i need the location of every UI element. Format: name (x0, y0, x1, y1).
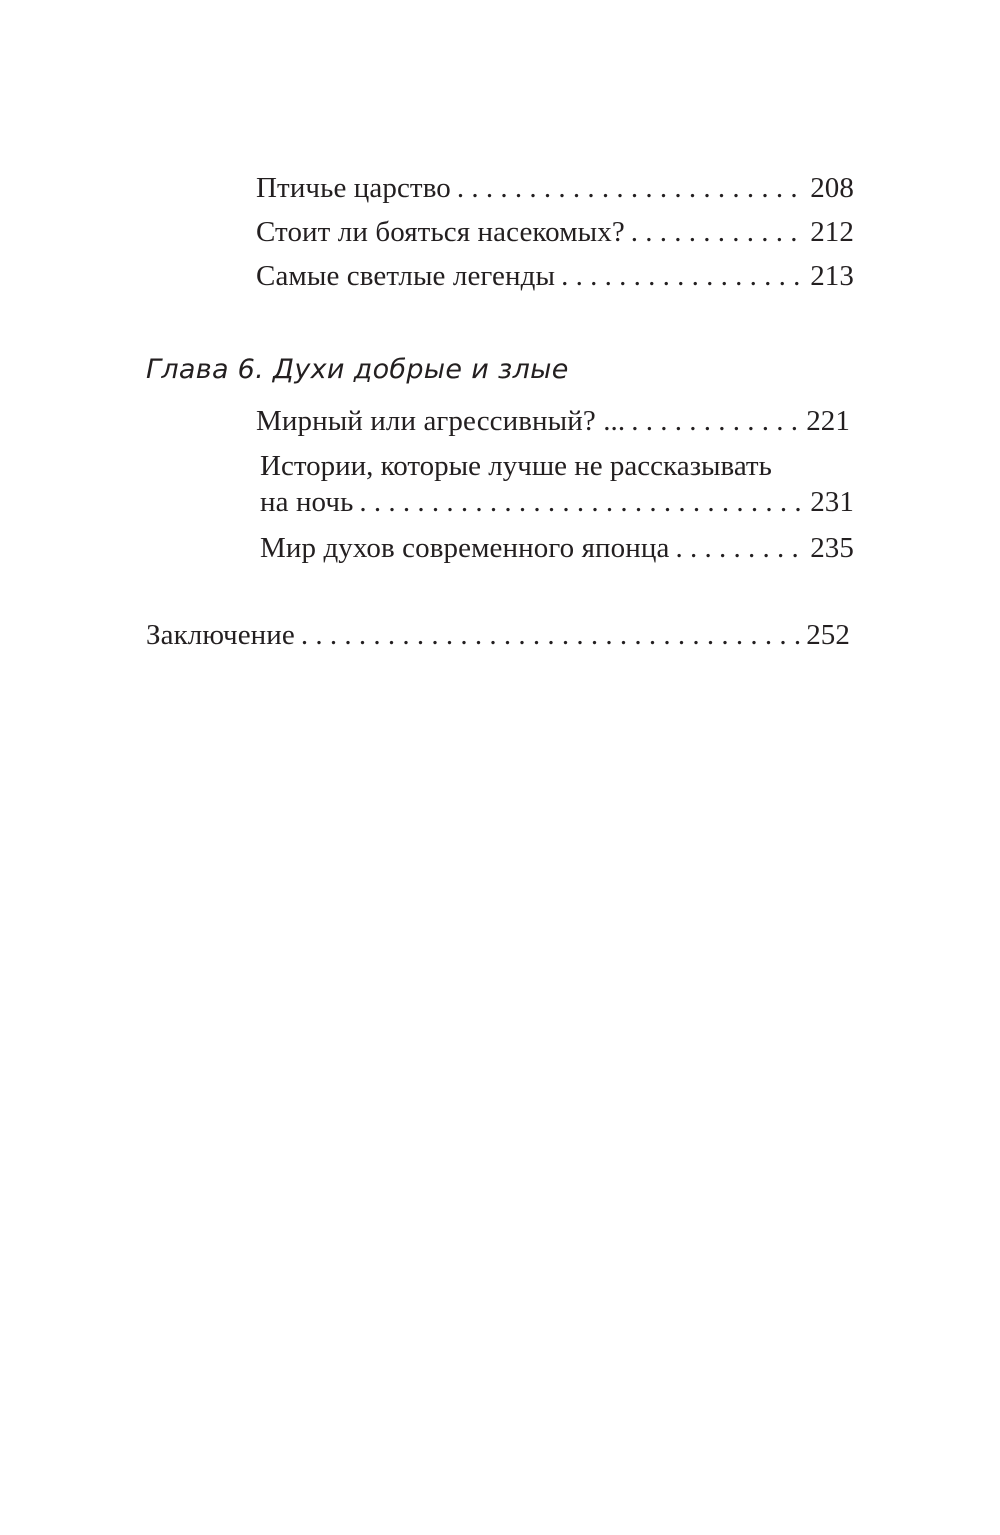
dot-leader (631, 214, 806, 250)
toc-entry-peaceful-or-aggressive (256, 403, 850, 439)
toc-entry-page: 213 (810, 260, 854, 292)
dot-leader (561, 258, 806, 294)
toc-entry-title: Самые светлые легенды (256, 260, 556, 292)
toc-entry-page: 252 (806, 619, 850, 651)
toc-entry-insects (256, 214, 854, 250)
dot-leader (631, 403, 802, 439)
toc-entry-spirit-world (260, 530, 854, 566)
toc-entry-conclusion (146, 617, 850, 653)
toc-entry-title: Птичье царство (256, 172, 451, 204)
dot-leader (301, 617, 802, 653)
toc-entry-stories (260, 484, 854, 520)
toc-entry-page: 235 (810, 532, 854, 564)
dot-leader (675, 530, 806, 566)
toc-entry-page: 221 (806, 405, 850, 437)
dot-leader (359, 484, 806, 520)
toc-entry-title: Стоит ли бояться насекомых? (256, 216, 625, 248)
toc-entry-page: 212 (810, 216, 854, 248)
toc-entry-title: Мир духов современного японца (260, 532, 670, 564)
toc-entry-bright-legends (256, 258, 854, 294)
toc-entry-title: Заключение (146, 619, 295, 651)
toc-entry-page: 231 (810, 486, 854, 518)
toc-entry-title: Мирный или агрессивный? ... (256, 405, 626, 437)
chapter-6-heading: Глава 6. Духи добрые и злые (146, 354, 569, 385)
toc-entry-stories-line1: Истории, которые лучше не рассказывать (260, 450, 772, 482)
toc-entry-page: 208 (810, 172, 854, 204)
toc-entry-title: на ночь (260, 486, 354, 518)
dot-leader (457, 170, 806, 206)
toc-entry-bird-kingdom (256, 170, 854, 206)
